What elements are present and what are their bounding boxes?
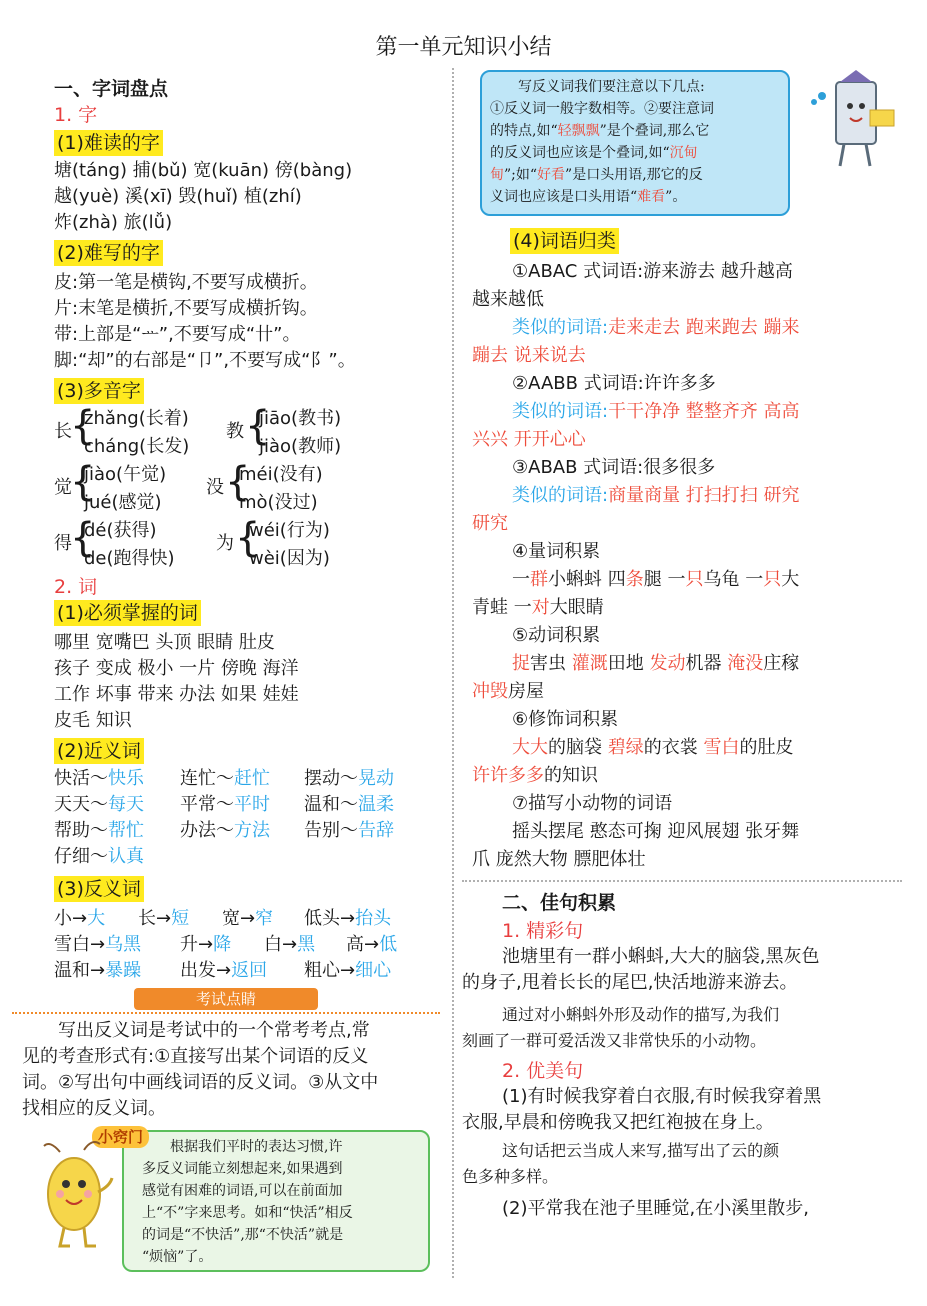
classification-line [472, 482, 912, 510]
note-line: 的词是“不快活”,那“不快活”就是 [142, 1227, 344, 1243]
word-synonym: 告辞 [358, 820, 394, 841]
classification-line [472, 286, 912, 314]
antonym-grid [54, 906, 444, 984]
brace-icon: { [225, 459, 251, 505]
word: 摆动～ [304, 768, 358, 789]
poly-reading: méi(没有) [239, 464, 323, 485]
text-segment: 的知识 [544, 765, 598, 786]
highlight-word: 碧绿 [607, 737, 644, 758]
poly-reading: jiào(教师) [259, 436, 342, 457]
section-heading-words: 一、字词盘点 [54, 78, 169, 100]
subheading-beautiful: 2. 优美句 [502, 1060, 584, 1082]
list-item: 皮:第一笔是横钩,不要写成横折。 [54, 272, 318, 293]
highlight-word: 对 [531, 597, 550, 618]
word-synonym: 平时 [234, 794, 270, 815]
tip-label: 小窍门 [92, 1126, 149, 1148]
antonym-row [54, 932, 444, 958]
tag-hard-read: (1)难读的字 [54, 130, 163, 156]
classification-line [472, 370, 912, 398]
word: 低头→ [304, 908, 356, 929]
highlight-word: 走来走去 跑来跑去 蹦来 [608, 317, 800, 338]
paragraph-line: 见的考查形式有:①直接写出某个词语的反义 [22, 1046, 369, 1067]
subheading-chars: 1. 字 [54, 104, 98, 126]
note-line: 通过对小蝌蚪外形及动作的描写,为我们 [502, 1005, 780, 1024]
list-item: 哪里 宽嘴巴 头顶 眼睛 肚皮 [54, 632, 275, 653]
tag-antonyms: (3)反义词 [54, 876, 144, 902]
poly-char: 教 [226, 421, 244, 442]
word: 天天～ [54, 794, 108, 815]
note-line: 这句话把云当成人来写,描写出了云的颜 [502, 1141, 780, 1160]
classification-line [472, 622, 912, 650]
section-heading-sentences: 二、佳句积累 [502, 892, 617, 914]
synonym-grid [54, 766, 444, 870]
poly-reading: de(跑得快) [84, 548, 175, 569]
text-segment: 的脑袋 [548, 737, 608, 758]
word: 帮助～ [54, 820, 108, 841]
highlight-word: 只 [763, 569, 782, 590]
brace-icon: { [70, 515, 96, 561]
poly-reading: wèi(因为) [249, 548, 330, 569]
note-line: 写反义词我们要注意以下几点: [518, 79, 705, 95]
word: 长→ [138, 908, 172, 929]
highlight-word: 发动 [649, 653, 686, 674]
highlight-word: 蹦去 说来说去 [472, 345, 586, 366]
text-segment: 摇头摆尾 憨态可掬 迎风展翅 张牙舞 [512, 821, 800, 842]
similar-label: 类似的词语: [512, 485, 609, 506]
note-line: 感觉有困难的词语,可以在前面加 [142, 1183, 343, 1199]
word-antonym: 乌黑 [105, 934, 142, 955]
word: 仔细～ [54, 846, 108, 867]
classification-line [472, 398, 912, 426]
exam-rule [12, 1012, 440, 1014]
classification-line [472, 594, 912, 622]
note-line: ①反义词一般字数相等。②要注意词 [490, 101, 714, 117]
text-segment: 害虫 [530, 653, 572, 674]
paragraph-line: 写出反义词是考试中的一个常考考点,常 [58, 1020, 370, 1041]
text-segment: ⑦描写小动物的词语 [512, 793, 673, 814]
highlight-word: 条 [625, 569, 644, 590]
note-line: 的特点,如“轻飘飘”是个叠词,那么它 [490, 123, 710, 139]
similar-label: 类似的词语: [512, 401, 609, 422]
paragraph-line: (1)有时候我穿着白衣服,有时候我穿着黑 [502, 1086, 822, 1107]
classification-line [472, 790, 912, 818]
word-synonym: 帮忙 [108, 820, 144, 841]
text-segment: 的衣裳 [643, 737, 704, 758]
text-segment: 青蛙 一 [472, 597, 532, 618]
classification-line [472, 510, 912, 538]
poly-char: 没 [206, 477, 224, 498]
highlight-word: 研究 [472, 513, 508, 534]
poly-char: 为 [216, 533, 234, 554]
highlight-word: 许许多多 [472, 765, 544, 786]
word-antonym: 低 [379, 934, 398, 955]
text-segment: 大眼睛 [549, 597, 604, 618]
brace-icon: { [245, 403, 271, 449]
word-synonym: 赶忙 [234, 768, 270, 789]
wonderful-sentence [462, 944, 819, 996]
paragraph-line: (2)平常我在池子里睡觉,在小溪里散步, [502, 1198, 809, 1219]
text-segment: ④量词积累 [512, 541, 601, 562]
classification-line [472, 706, 912, 734]
paragraph-line: 找相应的反义词。 [22, 1098, 166, 1119]
tag-classification: (4)词语归类 [510, 228, 619, 254]
word-synonym: 快乐 [108, 768, 144, 789]
note-line: 多反义词能立刻想起来,如果遇到 [142, 1161, 343, 1177]
classification-line [472, 818, 912, 846]
word-antonym: 暴躁 [105, 960, 142, 981]
word: 出发→ [180, 960, 232, 981]
poly-reading: jué(感觉) [84, 492, 162, 513]
brace-icon: { [235, 515, 261, 561]
word: 温和→ [54, 960, 106, 981]
text-segment: ②AABB 式词语:许许多多 [512, 373, 716, 394]
text-segment: ①ABAC 式词语:游来游去 越升越高 [512, 261, 793, 282]
list-item: 脚:“却”的右部是“卩”,不要写成“阝”。 [54, 350, 356, 371]
list-item: 工作 坏事 带来 办法 如果 娃娃 [54, 684, 299, 705]
book-mascot-icon [800, 66, 900, 176]
classification-line [472, 762, 912, 790]
word-antonym: 降 [213, 934, 232, 955]
text-segment: 房屋 [508, 681, 544, 702]
paragraph-line: 池塘里有一群小蝌蚪,大大的脑袋,黑灰色 [502, 946, 820, 967]
word-antonym: 抬头 [355, 908, 392, 929]
highlight-word: 灌溉 [571, 653, 608, 674]
poly-char: 长 [54, 421, 72, 442]
list-item: 孩子 变成 极小 一片 傍晚 海洋 [54, 658, 299, 679]
text-segment: ⑤动词积累 [512, 625, 601, 646]
word-synonym: 方法 [234, 820, 270, 841]
list-item: 片:末笔是横折,不要写成横折钩。 [54, 298, 318, 319]
classification-line [472, 454, 912, 482]
word: 小→ [54, 908, 88, 929]
beautiful-sentence [462, 1084, 821, 1136]
text-segment: 庄稼 [763, 653, 800, 674]
word: 连忙～ [180, 768, 234, 789]
word-antonym: 窄 [255, 908, 274, 929]
brace-icon: { [70, 403, 96, 449]
synonym-row [54, 766, 444, 792]
column-divider [452, 68, 454, 1278]
exam-ribbon: 考试点睛 [134, 988, 318, 1010]
note-line: 的反义词也应该是个叠词,如“沉甸 [490, 145, 698, 161]
list-item: 皮毛 知识 [54, 710, 132, 731]
classification-line [472, 734, 912, 762]
tag-polyphone: (3)多音字 [54, 378, 144, 404]
similar-label: 类似的词语: [512, 317, 609, 338]
poly-char: 觉 [54, 477, 72, 498]
text-segment: 大 [781, 569, 800, 590]
word-synonym: 每天 [108, 794, 144, 815]
poly-reading: mò(没过) [239, 492, 318, 513]
text-segment: 田地 [607, 653, 650, 674]
tag-synonyms: (2)近义词 [54, 738, 144, 764]
word: 平常～ [180, 794, 234, 815]
note-line: 上“不”字来思考。如和“快活”相反 [142, 1205, 353, 1221]
beautiful-note [462, 1138, 779, 1190]
word: 办法～ [180, 820, 234, 841]
classification-line [472, 846, 912, 874]
text-segment: 机器 [685, 653, 728, 674]
poly-reading: jiào(午觉) [84, 464, 167, 485]
paragraph-line: 的身子,甩着长长的尾巴,快活地游来游去。 [462, 972, 798, 993]
list-item: 炸(zhà) 旅(lǚ) [54, 212, 173, 233]
classification-line [472, 538, 912, 566]
classification-line [472, 342, 912, 370]
exam-paragraph [22, 1018, 378, 1122]
subheading-wonderful: 1. 精彩句 [502, 920, 584, 942]
highlight-word: 干干净净 整整齐齐 高高 [608, 401, 800, 422]
section-rule [462, 880, 902, 882]
word-antonym: 大 [87, 908, 106, 929]
highlight-word: 冲毁 [472, 681, 508, 702]
list-item: 塘(táng) 捕(bǔ) 宽(kuān) 傍(bàng) [54, 160, 353, 181]
highlight-word: 商量商量 打扫打扫 研究 [608, 485, 800, 506]
word-synonym: 晃动 [358, 768, 394, 789]
list-item: 越(yuè) 溪(xī) 毁(huǐ) 植(zhí) [54, 186, 302, 207]
word-antonym: 黑 [297, 934, 316, 955]
note-line: “烦恼”了。 [142, 1249, 213, 1265]
paragraph-line: 衣服,早晨和傍晚我又把红袍披在身上。 [462, 1112, 774, 1133]
antonym-tip-text [490, 76, 786, 208]
word-synonym: 温柔 [358, 794, 394, 815]
note-line: 色多种多样。 [462, 1167, 559, 1186]
text-segment: 腿 一 [643, 569, 686, 590]
tag-must-words: (1)必须掌握的词 [54, 600, 201, 626]
note-line: 义词也应该是口头用语“难看”。 [490, 189, 687, 205]
paragraph-line: 词。②写出句中画线词语的反义词。③从文中 [22, 1072, 379, 1093]
highlight-word: 大大 [512, 737, 548, 758]
text-segment: ③ABAB 式词语:很多很多 [512, 457, 716, 478]
classification-line [472, 314, 912, 342]
synonym-row [54, 818, 444, 844]
word: 宽→ [222, 908, 256, 929]
word-antonym: 细心 [355, 960, 392, 981]
classification-line [472, 566, 912, 594]
list-item: 带:上部是“ᅭ”,不要写成“卄”。 [54, 324, 301, 345]
highlight-word: 只 [685, 569, 704, 590]
poly-char: 得 [54, 533, 72, 554]
poly-reading: dé(获得) [84, 520, 157, 541]
text-segment: ⑥修饰词积累 [512, 709, 619, 730]
word-antonym: 短 [171, 908, 190, 929]
word-antonym: 返回 [231, 960, 268, 981]
must-words-list [54, 630, 299, 734]
text-segment: 的肚皮 [739, 737, 794, 758]
mascot-icon [40, 1138, 120, 1258]
poly-reading: wéi(行为) [249, 520, 330, 541]
poly-reading: cháng(长发) [84, 436, 190, 457]
word: 高→ [346, 934, 380, 955]
highlight-word: 兴兴 开开心心 [472, 429, 586, 450]
note-line: 甸”;如“好看”是口头用语,那它的反 [490, 167, 703, 183]
classification-line [472, 426, 912, 454]
word: 告别～ [304, 820, 358, 841]
synonym-row [54, 792, 444, 818]
highlight-word: 雪白 [703, 737, 740, 758]
classification-line [472, 678, 912, 706]
hard-write-list [54, 270, 356, 374]
classification-line [472, 650, 912, 678]
tip-text [142, 1136, 353, 1268]
highlight-word: 群 [530, 569, 548, 590]
text-segment: 乌龟 一 [703, 569, 764, 590]
synonym-row [54, 844, 444, 870]
subheading-words: 2. 词 [54, 576, 98, 598]
classification-list [472, 258, 912, 874]
text-segment: 越来越低 [472, 289, 544, 310]
brace-icon: { [70, 459, 96, 505]
note-line: 刻画了一群可爱活泼又非常快乐的小动物。 [462, 1031, 767, 1050]
hard-read-list [54, 158, 352, 236]
text-segment: 小蝌蚪 四 [548, 569, 626, 590]
word: 快活～ [54, 768, 108, 789]
polyphone-grid [54, 403, 434, 576]
poly-reading: zhǎng(长着) [84, 408, 189, 429]
text-segment: 爪 庞然大物 膘肥体壮 [472, 849, 646, 870]
word: 温和～ [304, 794, 358, 815]
word: 雪白→ [54, 934, 106, 955]
word: 粗心→ [304, 960, 356, 981]
page-title: 第一单元知识小结 [375, 35, 552, 60]
antonym-row [54, 906, 444, 932]
poly-reading: jiāo(教书) [259, 408, 342, 429]
highlight-word: 捉 [512, 653, 530, 674]
text-segment: 一 [512, 569, 530, 590]
highlight-word: 淹没 [727, 653, 764, 674]
antonym-row [54, 958, 444, 984]
word-synonym: 认真 [108, 846, 144, 867]
classification-line [472, 258, 912, 286]
wonderful-note [462, 1002, 779, 1054]
word: 白→ [264, 934, 298, 955]
note-line: 根据我们平时的表达习惯,许 [170, 1139, 343, 1155]
word: 升→ [180, 934, 214, 955]
tag-hard-write: (2)难写的字 [54, 240, 163, 266]
